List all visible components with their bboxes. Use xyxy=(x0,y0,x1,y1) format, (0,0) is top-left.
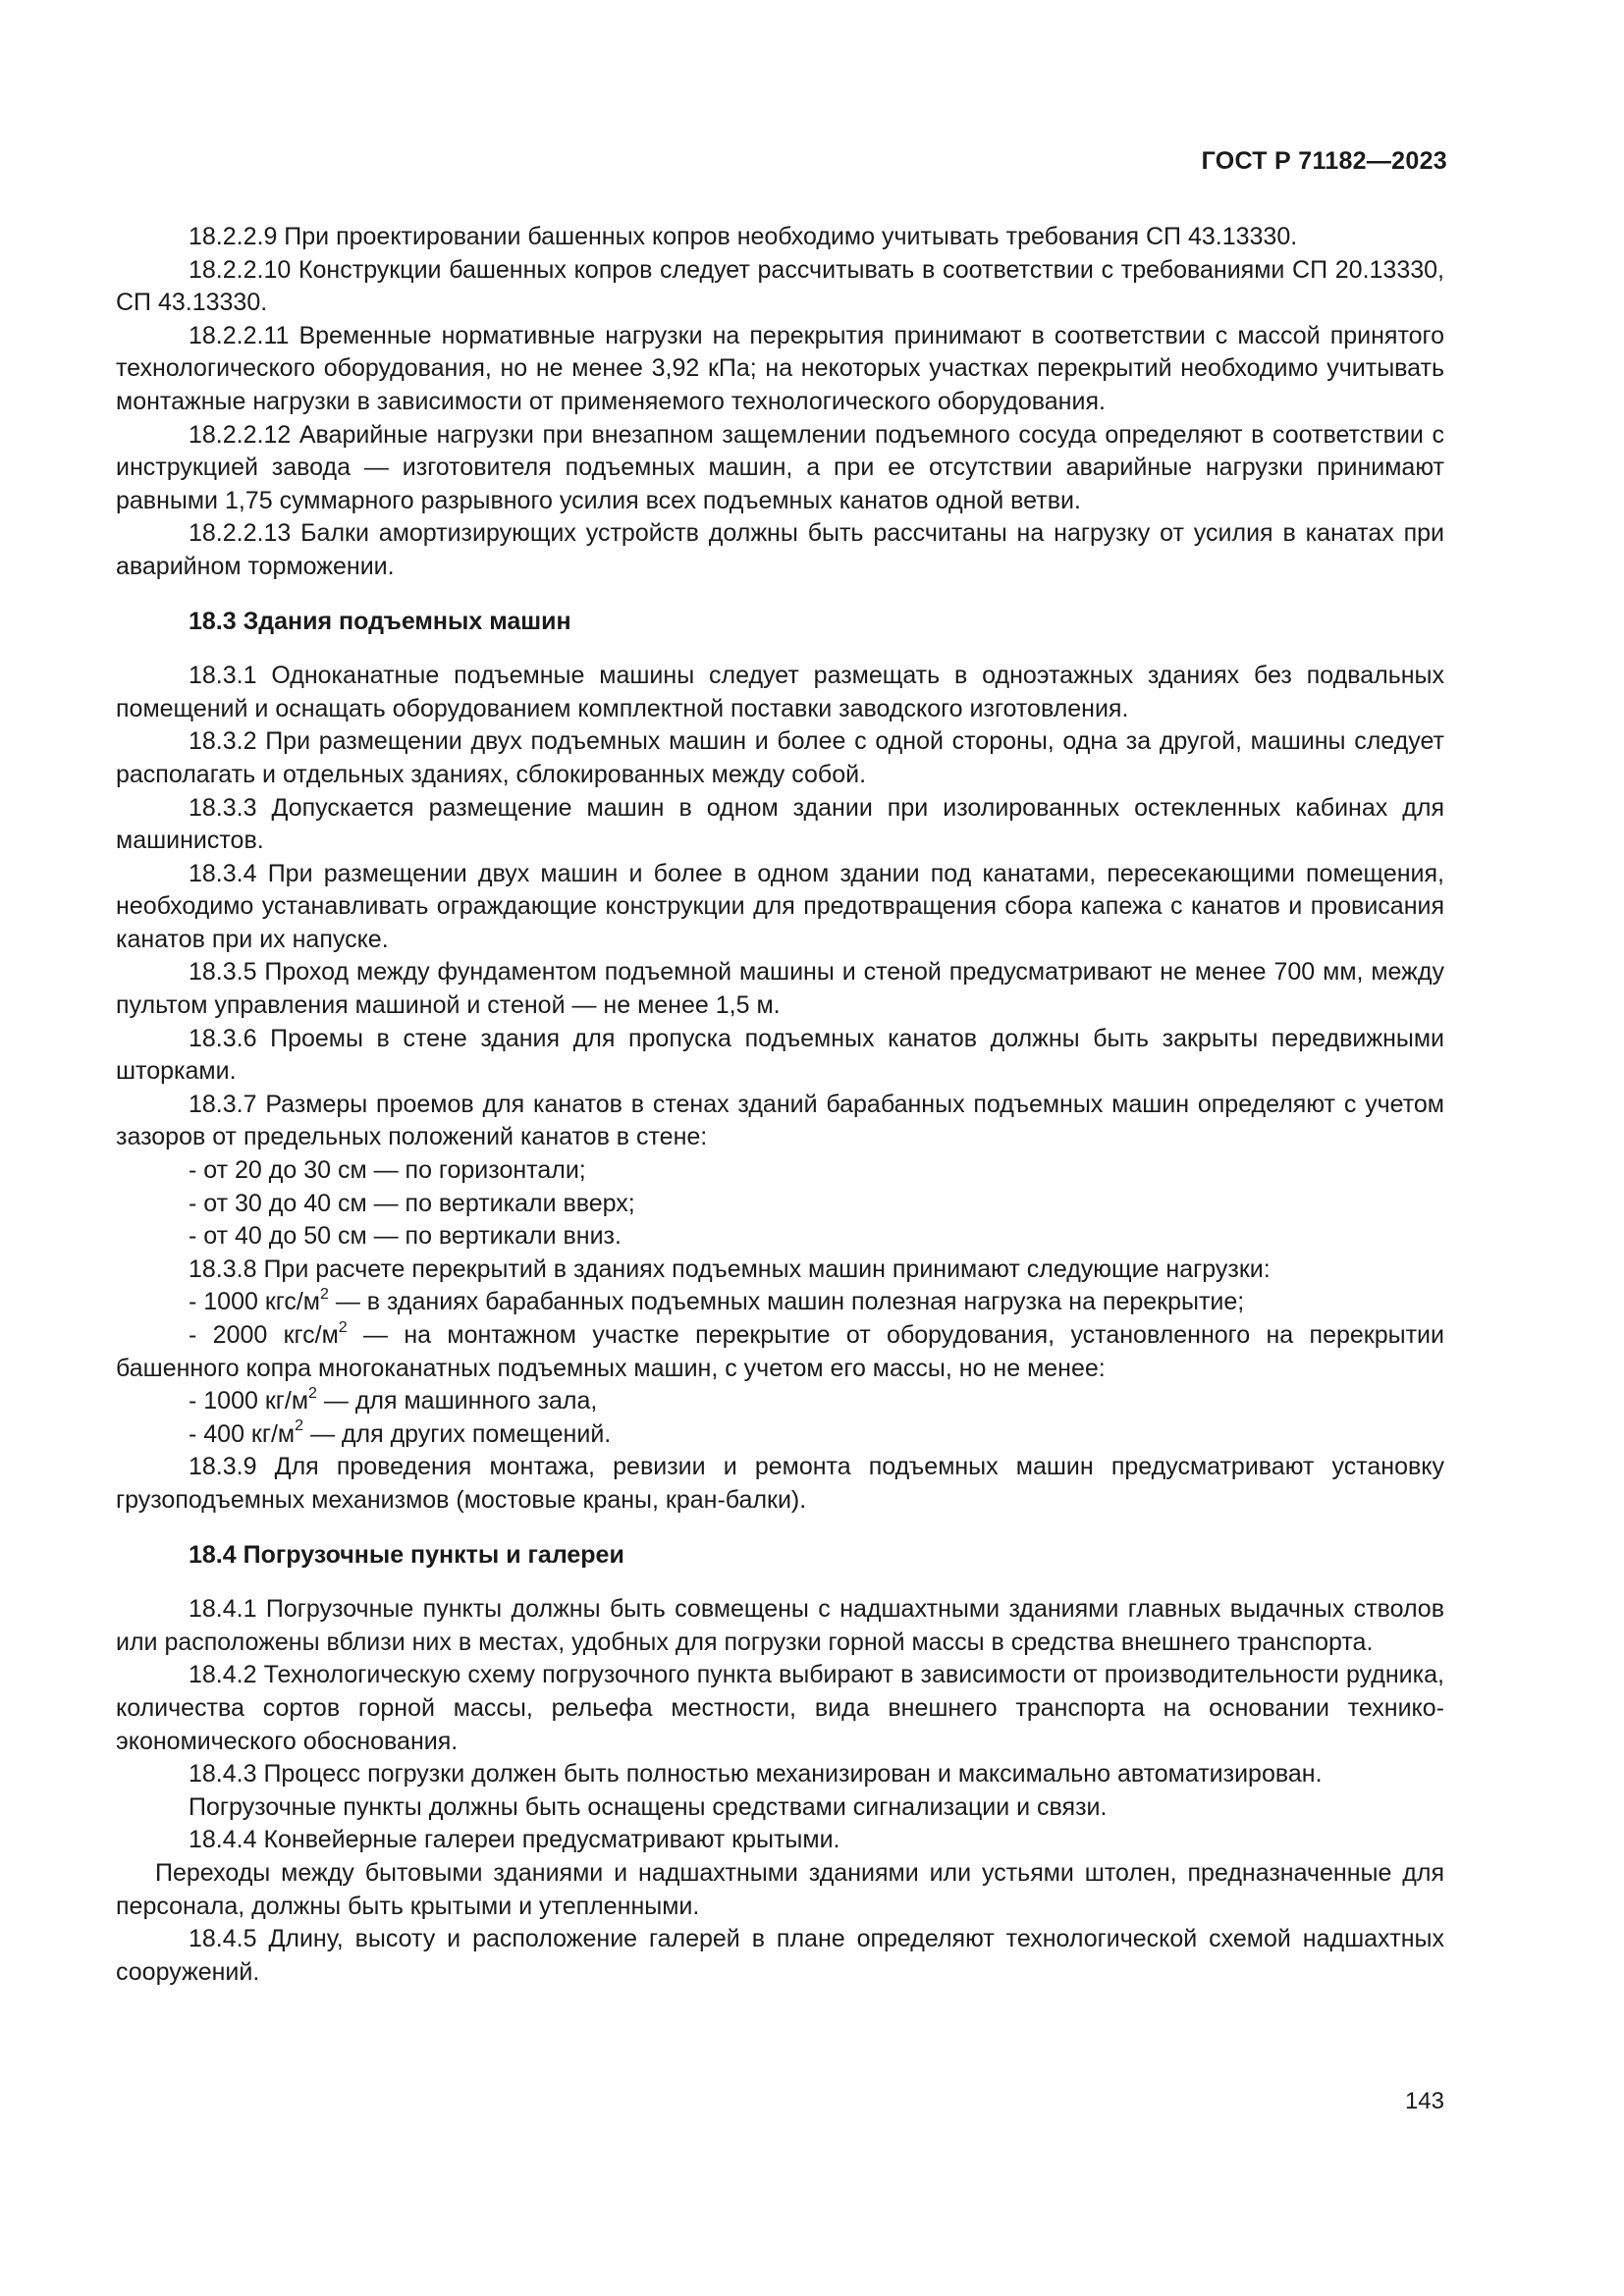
load-item-4 xyxy=(116,1418,1444,1452)
paragraph-18-3-6: 18.3.6 Проемы в стене здания для пропуска подъемных канатов должны быть закрыты передвижными шторками. xyxy=(116,1024,1444,1086)
paragraph-18-3-8: 18.3.8 При расчете перекрытий в зданиях подъемных машин принимают следующие нагрузки: xyxy=(189,1255,1271,1283)
list-item: - от 40 до 50 см — по вертикали вниз. xyxy=(189,1222,622,1251)
load-item-2-value: - 2000 кгс/м xyxy=(189,1321,339,1349)
paragraph-18-4-1: 18.4.1 Погрузочные пункты должны быть совмещены с надшахтными зданиями главных выдачных стволов или расположены вблизи них в местах, удобных для погрузки горной массы в средства внешнего транспорта. xyxy=(116,1595,1444,1656)
paragraph-18-3-9: 18.3.9 Для проведения монтажа, ревизии и ремонта подъемных машин предусматривают установку грузоподъемных механизмов (мостовые краны, кран-балки). xyxy=(116,1453,1444,1514)
paragraph-18-2-2-9: 18.2.2.9 При проектировании башенных копров необходимо учитывать требования СП 43.13330. xyxy=(189,223,1298,250)
superscript: 2 xyxy=(308,1384,317,1402)
load-item-1 xyxy=(116,1286,1444,1319)
superscript: 2 xyxy=(295,1417,304,1435)
section-heading-18-3: 18.3 Здания подъемных машин xyxy=(189,607,571,635)
page-number: 143 xyxy=(1404,2088,1444,2114)
superscript: 2 xyxy=(319,1286,329,1304)
load-item-1-text: — в зданиях барабанных подъемных машин полезная нагрузка на перекрытие; xyxy=(328,1288,1245,1316)
paragraph-18-2-2-12: 18.2.2.12 Аварийные нагрузки при внезапном защемлении подъемного сосуда определяют в соответствии с инструкцией завода — изготовителя подъемных машин, а при ее отсутствии аварийные нагрузки принимают равными 1,75 суммарного разрывного усилия всех подъемных канатов одной ветви. xyxy=(116,420,1444,514)
list-item: - от 20 до 30 см — по горизонтали; xyxy=(189,1156,586,1185)
load-item-2-text: — на монтажном участке перекрытие от оборудования, установленного на перекрытии башенного копра многоканатных подъемных машин, с учетом его массы, но не менее: xyxy=(116,1321,1444,1382)
paragraph-18-4-4: 18.4.4 Конвейерные галереи предусматривают крытыми. xyxy=(189,1826,840,1854)
load-item-4-text: — для других помещений. xyxy=(303,1419,612,1448)
superscript: 2 xyxy=(338,1318,348,1336)
paragraph-18-4-3-continuation: Погрузочные пункты должны быть оснащены средствами сигнализации и связи. xyxy=(189,1792,1108,1821)
list-item: - от 30 до 40 см — по вертикали вверх; xyxy=(189,1189,635,1217)
paragraph-18-3-5: 18.3.5 Проход между фундаментом подъемной машины и стеной предусматривают не менее 700 мм, между пультом управления машиной и стеной — не менее 1,5 м. xyxy=(116,958,1444,1020)
load-item-1-value: - 1000 кгс/м xyxy=(189,1288,320,1316)
paragraph-18-3-2: 18.3.2 При размещении двух подъемных машин и более с одной стороны, одна за другой, машины следует располагать и отдельных зданиях, сблокированных между собой. xyxy=(116,727,1444,788)
paragraph-18-3-3: 18.3.3 Допускается размещение машин в одном здании при изолированных остекленных кабинах для машинистов. xyxy=(116,793,1444,855)
load-item-3-text: — для машинного зала, xyxy=(316,1387,598,1415)
paragraph-18-3-4: 18.3.4 При размещении двух машин и более в одном здании под канатами, пересекающими помещения, необходимо устанавливать ограждающие конструкции для предотвращения сбора капежа с канатов и провисания канатов при их напуске. xyxy=(116,859,1444,953)
load-item-2 xyxy=(116,1319,1444,1385)
paragraph-18-4-4-continuation: Переходы между бытовыми зданиями и надшахтными зданиями или устьями штолен, предназначенные для персонала, должны быть крытыми и утепленными. xyxy=(116,1858,1444,1920)
paragraph-18-3-1: 18.3.1 Одноканатные подъемные машины следует размещать в одноэтажных зданиях без подвальных помещений и оснащать оборудованием комплектной поставки заводского изготовления. xyxy=(116,662,1444,722)
paragraph-18-2-2-13: 18.2.2.13 Балки амортизирующих устройств должны быть рассчитаны на нагрузку от усилия в канатах при аварийном торможении. xyxy=(116,519,1444,580)
load-item-3 xyxy=(116,1385,1444,1418)
document-header: ГОСТ Р 71182—2023 xyxy=(1201,147,1447,175)
load-item-3-value: - 1000 кг/м xyxy=(189,1387,309,1415)
paragraph-18-2-2-10: 18.2.2.10 Конструкции башенных копров следует рассчитывать в соответствии с требованиями СП 20.13330, СП 43.13330. xyxy=(116,255,1444,317)
paragraph-18-3-7: 18.3.7 Размеры проемов для канатов в стенах зданий барабанных подъемных машин определяют с учетом зазоров от предельных положений канатов в стене: xyxy=(116,1090,1444,1151)
paragraph-18-4-3: 18.4.3 Процесс погрузки должен быть полностью механизирован и максимально автоматизирован. xyxy=(189,1760,1323,1789)
document-body xyxy=(116,221,1444,1989)
paragraph-18-4-2: 18.4.2 Технологическую схему погрузочного пункта выбирают в зависимости от производительности рудника, количества сортов горной массы, рельефа местности, вида внешнего транспорта на основании технико-экономического обоснования. xyxy=(116,1661,1444,1755)
paragraph-18-2-2-11: 18.2.2.11 Временные нормативные нагрузки на перекрытия принимают в соответствии с массой принятого технологического оборудования, но не менее 3,92 кПа; на некоторых участках перекрытий необходимо учитывать монтажные нагрузки в зависимости от применяемого технологического оборудования. xyxy=(116,321,1444,415)
paragraph-18-4-5: 18.4.5 Длину, высоту и расположение галерей в плане определяют технологической схемой надшахтных сооружений. xyxy=(116,1925,1444,1986)
section-heading-18-4: 18.4 Погрузочные пункты и галереи xyxy=(189,1540,624,1569)
load-item-4-value: - 400 кг/м xyxy=(189,1419,296,1448)
